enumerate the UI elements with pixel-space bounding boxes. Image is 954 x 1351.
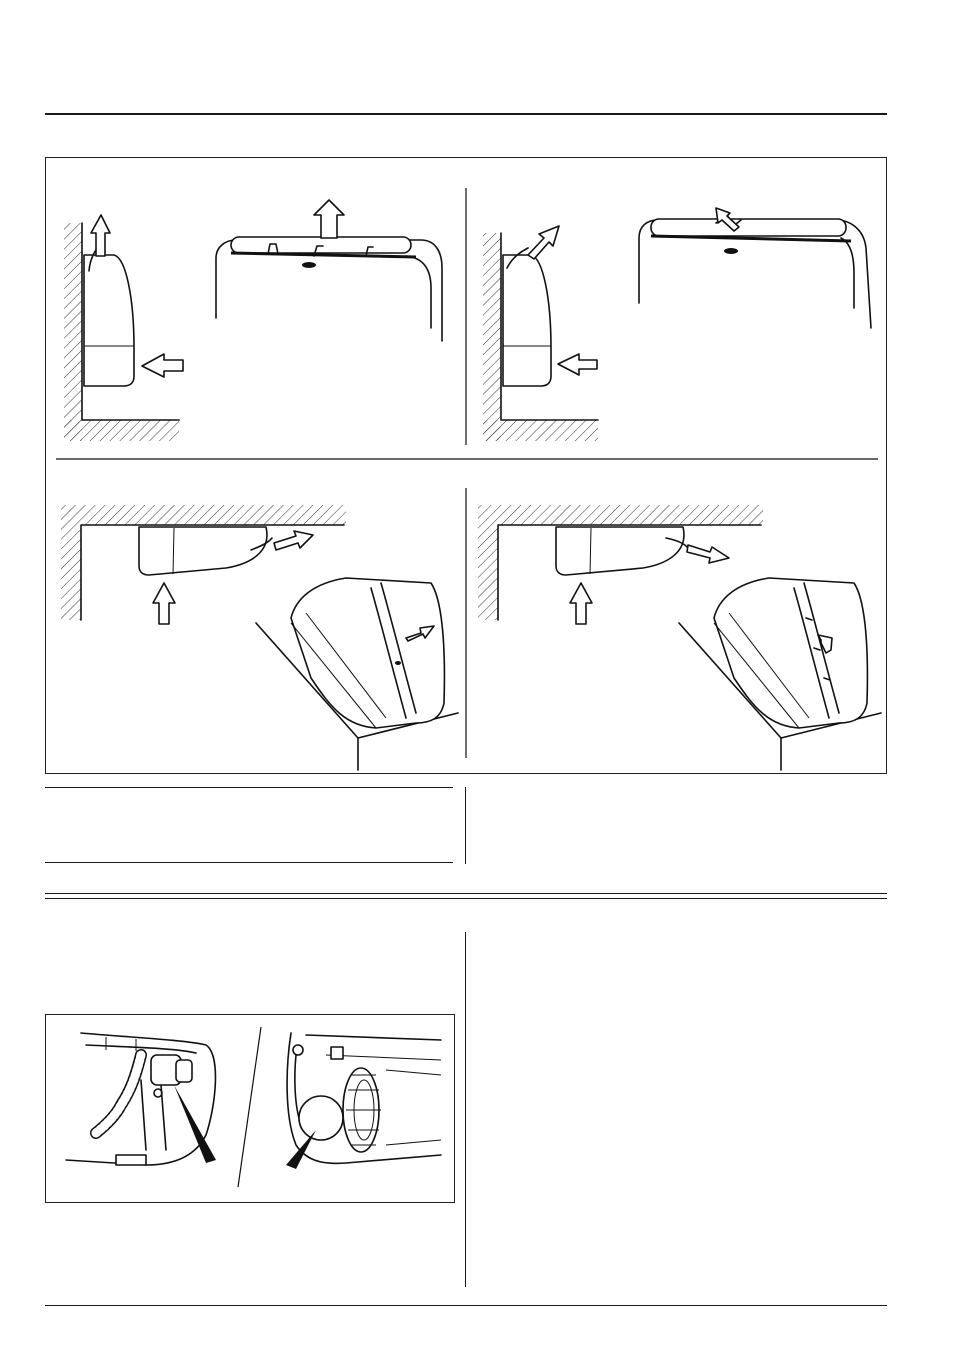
arrow-intake-icon bbox=[558, 354, 597, 375]
arrow-right-icon bbox=[274, 531, 313, 550]
section-rule-bottom bbox=[45, 898, 887, 899]
arrow-diagonal-icon bbox=[528, 226, 559, 259]
arrow-down-right-icon bbox=[687, 545, 729, 563]
unit-side-icon bbox=[503, 255, 551, 386]
table-rule-top bbox=[45, 787, 453, 788]
unit-front-icon bbox=[639, 216, 871, 328]
arrow-intake-icon bbox=[153, 583, 175, 624]
panel-wall-vertical bbox=[64, 200, 442, 441]
drain-figure-svg bbox=[46, 1015, 456, 1204]
unit-side-icon bbox=[139, 527, 267, 575]
drain-plug-icon bbox=[299, 1096, 343, 1140]
unit-perspective-icon bbox=[679, 578, 881, 770]
arrow-up-icon bbox=[91, 215, 110, 256]
panel-ceiling-downward bbox=[478, 505, 881, 770]
drain-hose-icon bbox=[96, 1055, 141, 1133]
unit-side-icon bbox=[556, 527, 684, 575]
airflow-figure bbox=[45, 157, 887, 774]
pointer-arrow-icon bbox=[286, 1130, 316, 1169]
unit-side-icon bbox=[84, 255, 134, 386]
arrow-up-icon bbox=[314, 200, 344, 238]
fan-icon bbox=[343, 1068, 381, 1152]
drain-figure bbox=[45, 1014, 455, 1203]
unit-front-icon bbox=[216, 237, 442, 341]
panel-wall-diagonal bbox=[483, 208, 871, 441]
unit-perspective-icon bbox=[256, 578, 458, 770]
column-divider-lower bbox=[465, 932, 466, 1287]
header-rule bbox=[45, 113, 887, 115]
arrow-intake-icon bbox=[570, 583, 592, 624]
footer-rule bbox=[45, 1305, 887, 1306]
table-rule-bottom bbox=[45, 862, 453, 863]
drain-plug-side bbox=[286, 1033, 441, 1169]
arrow-intake-icon bbox=[142, 354, 183, 377]
section-rule-top bbox=[45, 893, 887, 894]
panel-ceiling-horizontal bbox=[61, 505, 458, 770]
drain-hose-side bbox=[66, 1033, 216, 1165]
airflow-figure-svg bbox=[46, 158, 888, 775]
drain-panel-divider bbox=[238, 1027, 261, 1187]
column-divider-upper bbox=[465, 787, 466, 864]
